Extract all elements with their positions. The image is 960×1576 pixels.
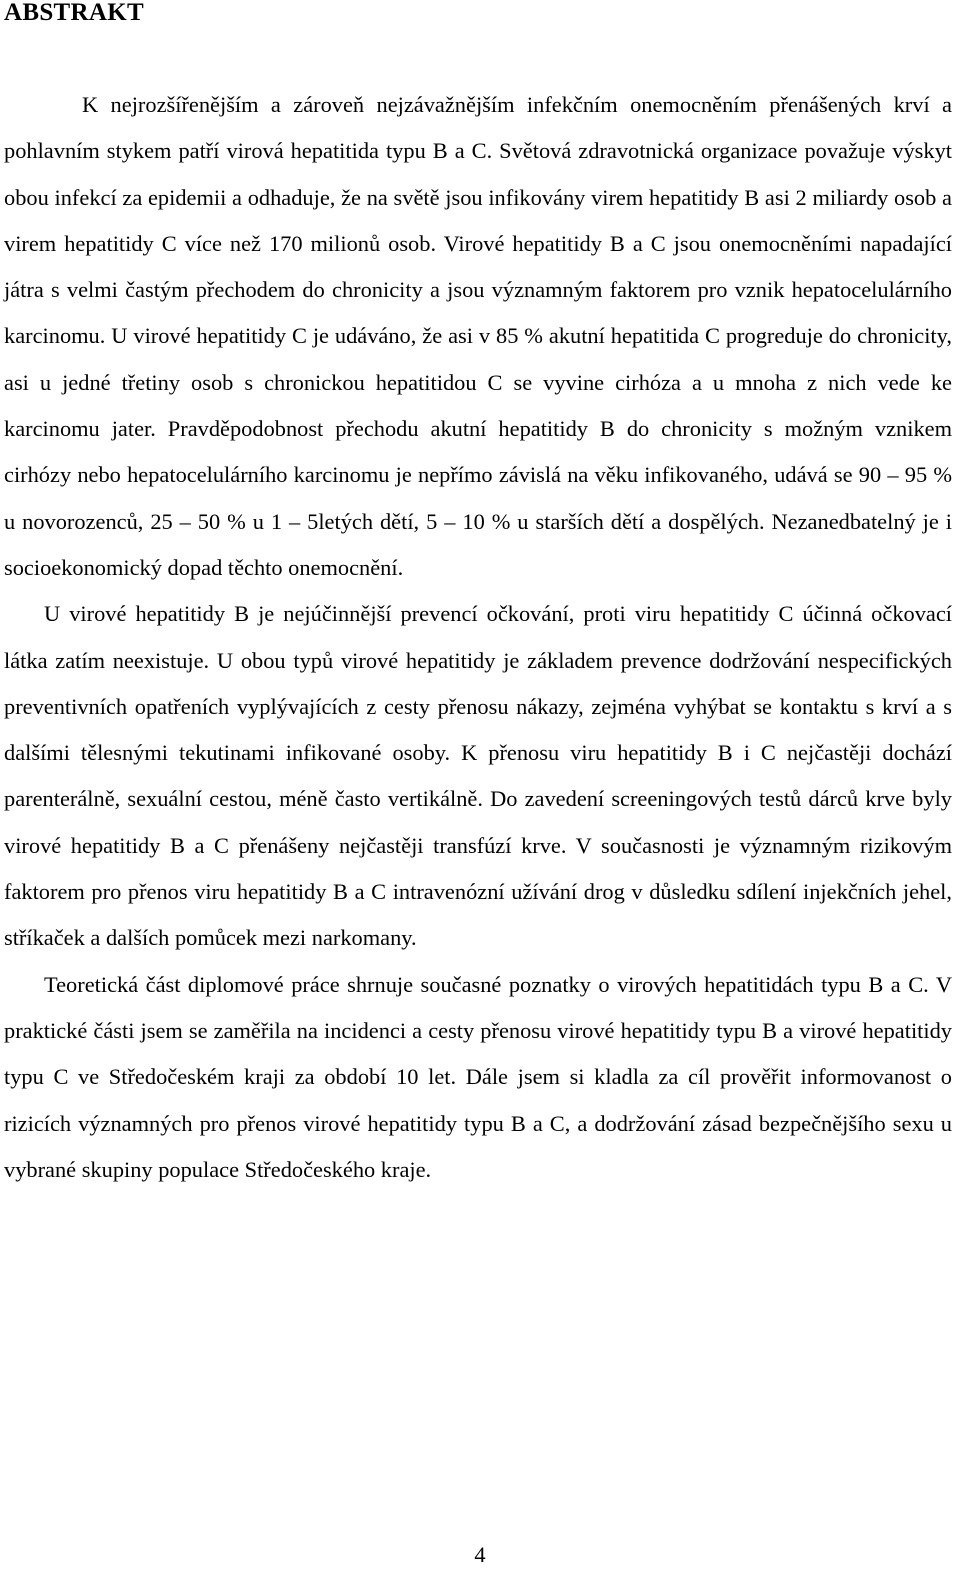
document-page xyxy=(4,0,952,1193)
abstract-paragraph-1: K nejrozšířenějším a zároveň nejzávažnějším infekčním onemocněním přenášených krví a pohlavním stykem patří virová hepatitida typu B a C. Světová zdravotnická organizace považuje výskyt obou infekcí za epidemii a odhaduje, že na světě jsou infikovány virem hepatitidy B asi 2 miliardy osob a virem hepatitidy C více než 170 milionů osob. Virové hepatitidy B a C jsou onemocněními napadající játra s velmi častým přechodem do chronicity a jsou významným faktorem pro vznik hepatocelulárního karcinomu. U virové hepatitidy C je udáváno, že asi v 85 % akutní hepatitida C progreduje do chronicity, asi u jedné třetiny osob s chronickou hepatitidou C se vyvine cirhóza a u mnoha z nich vede ke karcinomu jater. Pravděpodobnost přechodu akutní hepatitidy B do chronicity s možným vznikem cirhózy nebo hepatocelulárního karcinomu je nepřímo závislá na věku infikovaného, udává se 90 – 95 % u novorozenců, 25 – 50 % u 1 – 5letých dětí, 5 – 10 % u starších dětí a dospělých. Nezanedbatelný je i socioekonomický dopad těchto onemocnění. xyxy=(4,92,952,580)
abstract-paragraph-2: U virové hepatitidy B je nejúčinnější prevencí očkování, proti viru hepatitidy C účinná očkovací látka zatím neexistuje. U obou typů virové hepatitidy je základem prevence dodržování nespecifických preventivních opatřeních vyplývajících z cesty přenosu nákazy, zejména vyhýbat se kontaktu s krví a s dalšími tělesnými tekutinami infikované osoby. K přenosu viru hepatitidy B i C nejčastěji dochází parenterálně, sexuální cestou, méně často vertikálně. Do zavedení screeningových testů dárců krve byly virové hepatitidy B a C přenášeny nejčastěji transfúzí krve. V současnosti je významným rizikovým faktorem pro přenos viru hepatitidy B a C intravenózní užívání drog v důsledku sdílení injekčních jehel, stříkaček a dalších pomůcek mezi narkomany. xyxy=(4,601,952,951)
page-number: 4 xyxy=(474,1542,486,1567)
abstract-heading: ABSTRAKT xyxy=(4,0,144,26)
abstract-paragraph-3: Teoretická část diplomové práce shrnuje současné poznatky o virových hepatitidách typu B a C. V praktické části jsem se zaměřila na incidenci a cesty přenosu virové hepatitidy typu B a virové hepatitidy typu C ve Středočeském kraji za období 10 let. Dále jsem si kladla za cíl prověřit informovanost o rizicích významných pro přenos virové hepatitidy typu B a C, a dodržování zásad bezpečnějšího sexu u vybrané skupiny populace Středočeského kraje. xyxy=(4,971,952,1182)
